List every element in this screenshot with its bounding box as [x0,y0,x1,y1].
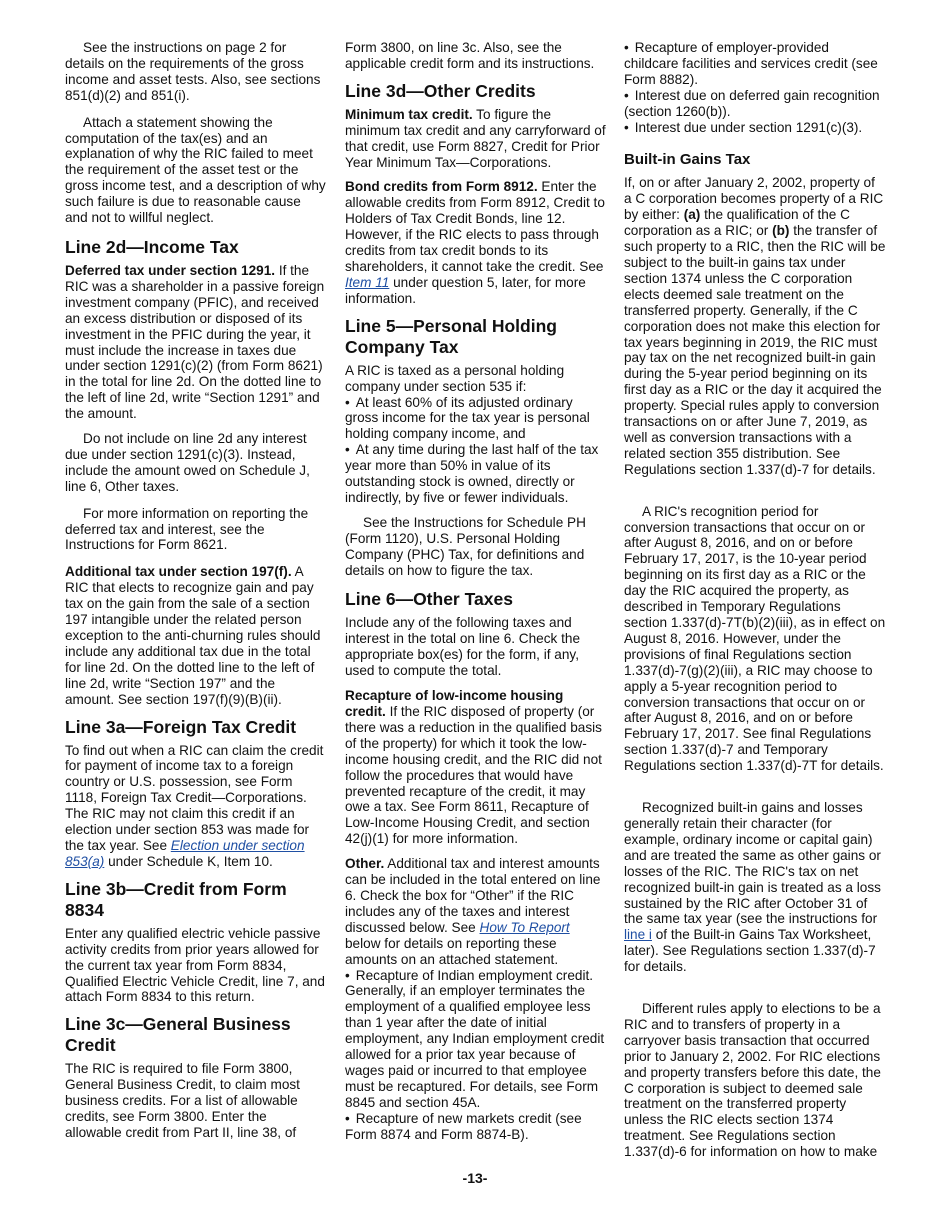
paragraph-text: To find out when a RIC can claim the credit for payment of income tax to a foreign country or U.S. possession, see Form 1118, Foreign Tax Credit—Corporations. The RIC may not claim this credit if an election under section 853 was made for the tax year. See [65,742,324,853]
list-item: • Recapture of Indian employment credit. Generally, if an employer terminates the employment of a qualified employee less than 1 year after the date of initial employment, any Indian employment credit allowed for a prior tax year because of wages paid or incurred to that employee must be recaptured. For details, see Form 8845 and section 45A. [345,968,607,1111]
paragraph: See the instructions on page 2 for details on the requirements of the gross income and asset tests. Also, see sections 851(d)(2) and 851(i). [65,40,321,103]
run-in-heading: Other. [345,856,385,872]
paragraph-text: under Schedule K, Item 10. [104,853,273,869]
run-in-heading: Minimum tax credit. [345,106,473,122]
paragraph-text: the qualification of the C corporation as a RIC; or [624,207,850,239]
heading-line-3a: Line 3a—Foreign Tax Credit [65,716,297,737]
list-item: • At least 60% of its adjusted ordinary gross income for the tax year is personal holding company income, and [345,395,607,443]
paragraph-text: If the RIC disposed of property (or there was a reduction in the qualified basis of the property) for which it took the low-income housing credit, and the RIC did not follow the procedures that would have prevented recapture of the credit, it may owe a tax. See Form 8611, Recapture of Low-Income Housing Credit, and section 42(j)(1) for more information. [345,704,602,847]
bullet-list-other-taxes [345,968,607,1143]
paragraph-deferred-tax [65,263,327,422]
column-middle [345,40,607,1151]
paragraph-text: A RIC that elects to recognize gain and pay tax on the gain from the sale of a section 197 intangible under the related person exception to the anti-churning rules should include any additional tax due in the total for line 2d. On the dotted line to the left of line 2d, write “Section 197” and the amount. See section 197(f)(9)(B)(ii). [65,564,321,707]
bold-marker: (b) [772,223,790,239]
paragraph: A RIC's recognition period for conversion transactions that occur on or after August 8, 2016, and on or before February 17, 2017, is the 10-year period beginning on its first day as a RIC or the day the RIC acquired the property, as described in Temporary Regulations section 1.337(d)-7T(b)(2)(iii), as in effect on August 8, 2016. However, under the provisions of final Regulations section 1.337(d)-7(g)(2)(iii), a RIC may choose to apply a 5-year recognition period to conversion transactions that occur on or after August 8, 2016, and on or before February 17, 2017. See final Regulations section 1.337(d)-7 and Temporary Regulations section 1.337(d)-7T for details. [624,503,886,774]
paragraph-text: If the RIC was a shareholder in a passive foreign investment company (PFIC), and received an excess distribution or disposed of its investment in the PFIC during the year, it must include the increase in taxes due under section 1291(c)(2) (from Form 8621) in the total for line 2d. On the dotted line to the left of line 2d, write “Section 1291” and the amount. [65,262,325,422]
column-left [65,40,327,1150]
paragraph-foreign-tax [65,743,327,870]
list-item: • Interest due on deferred gain recognition (section 1260(b)). [624,88,886,120]
paragraph-minimum-tax-credit [345,107,607,171]
paragraph-text: Recognized built-in gains and losses generally retain their character (for example, ordinary income or capital gain) and are treated the same as other gains or losses of the RIC. The RIC's tax on net recognized built-in gain is treated as a loss sustained by the RIC after October 31 of the same tax year (see the instructions for [624,800,881,927]
run-in-heading: Recapture of low-income housing credit. [345,688,564,719]
paragraph-text: Enter the allowable credits from Form 8912, Credit to Holders of Tax Credit Bonds, line 12. However, if the RIC elects to pass through credits from tax credit bonds to its shareholders, it cannot take the credit. See [345,179,605,274]
run-in-heading: Deferred tax under section 1291. [65,262,276,278]
heading-line-5: Line 5—Personal Holding Company Tax [345,315,557,357]
paragraph: Do not include on line 2d any interest due under section 1291(c)(3). Instead, include the amount owed on Schedule J, line 6, Other taxes. [65,431,310,494]
paragraph-text: Additional tax and interest amounts can be included in the total entered on line 6. Check the box for “Other” if the RIC includes any of the taxes and interest discussed below. See [345,856,601,935]
heading-line-2d: Line 2d—Income Tax [65,236,239,257]
heading-line-3b: Line 3b—Credit from Form 8834 [65,878,287,920]
list-item: • At any time during the last half of the tax year more than 50% in value of its outstanding stock is owned, directly or indirectly, by five or fewer individuals. [345,442,607,506]
link-how-to-report[interactable]: How To Report [479,919,570,935]
paragraph-text: If, on or after January 2, 2002, property of a C corporation becomes property of a RIC by either: [624,175,884,223]
paragraph: A RIC is taxed as a personal holding company under section 535 if: [345,362,565,394]
paragraph: See the Instructions for Schedule PH (Form 1120), U.S. Personal Holding Company (PHC) Tax, for definitions and details on how to figure the tax. [345,514,586,578]
paragraph: Different rules apply to elections to be a RIC and to transfers of property in a carryover basis transaction that occurred prior to January 2, 2002. For RIC elections and property transfers before this date, the C corporation is subject to deemed sale treatment on the transferred property unless the RIC elects section 1374 treatment. See Regulations section 1.337(d)-6 for information on how to make [624,1001,881,1160]
paragraph: Attach a statement showing the computation of the tax(es) and an explanation of why the RIC failed to meet the requirement of the asset test or the gross income test, and a description of why such failure is due to reasonable cause and not to willful neglect. [65,114,326,226]
paragraph-other [345,856,607,967]
paragraph-text: under question 5, later, for more information. [345,274,586,306]
paragraph: Include any of the following taxes and interest in the total on line 6. Check the appropriate box(es) for the form, if any, used to compute the total. [345,615,581,679]
paragraph-additional-tax [65,564,327,707]
paragraph: For more information on reporting the deferred tax and interest, see the Instructions for Form 8621. [65,505,309,553]
paragraph-bond-credits [345,179,607,306]
paragraph-text: To figure the minimum tax credit and any carryforward of that credit, use Form 8827, Credit for Prior Year Minimum Tax—Corporations. [345,106,606,170]
heading-built-in-gains-tax: Built-in Gains Tax [624,151,751,169]
bold-marker: (a) [683,207,701,223]
heading-line-6: Line 6—Other Taxes [345,589,513,610]
run-in-heading: Additional tax under section 197(f). [65,564,292,580]
paragraph-text: of the Built-in Gains Tax Worksheet, later). See Regulations section 1.337(d)-7 for details. [624,927,876,975]
paragraph-recognized-gains [624,800,886,975]
paragraph-built-in-gains [624,175,886,477]
paragraph-text: below for details on reporting these amounts on an attached statement. [345,935,559,967]
bullet-list-other-taxes-continued [624,40,886,135]
bullet-list-phc [345,395,607,506]
paragraph-low-income-recapture [345,688,607,847]
column-right [624,40,886,1171]
list-item: • Recapture of employer-provided childcare facilities and services credit (see Form 8882). [624,40,886,88]
paragraph: The RIC is required to file Form 3800, General Business Credit, to claim most business credits. For a list of allowable credits, see Form 3800. Enter the allowable credit from Part II, line 38, of [65,1061,300,1140]
list-item: • Interest due under section 1291(c)(3). [624,120,886,136]
link-item-11[interactable]: Item 11 [345,274,390,290]
heading-line-3d: Line 3d—Other Credits [345,80,536,101]
run-in-heading: Bond credits from Form 8912. [345,179,538,195]
heading-line-3c: Line 3c—General Business Credit [65,1014,291,1056]
link-line-i[interactable]: line i [624,927,652,943]
page-number: -13- [462,1170,488,1186]
paragraph-text: the transfer of such property to a RIC, then the RIC will be subject to the built-in gains tax under section 1374 unless the C corporation elects deemed sale treatment on the transferred property. Generally, if the C corporation does not make this election for tax years beginning in 2019, the RIC must pay tax on the net recognized built-in gain during the 5-year period beginning on its first day as a RIC or the day it acquired the property. Special rules apply to conversion transactions on or after June 7, 2019, as well as conversion transactions with a related section 355 distribution. See Regulations section 1.337(d)-7 for details. [624,223,886,477]
paragraph: Form 3800, on line 3c. Also, see the applicable credit form and its instructions. [345,40,595,71]
list-item: • Recapture of new markets credit (see Form 8874 and Form 8874-B). [345,1111,607,1143]
link-election-853a[interactable]: Election under section 853(a) [65,837,305,869]
paragraph: Enter any qualified electric vehicle passive activity credits from prior years allowed for the current tax year from Form 8834, Qualified Electric Vehicle Credit, line 7, and attach Form 8834 to this return. [65,925,325,1005]
